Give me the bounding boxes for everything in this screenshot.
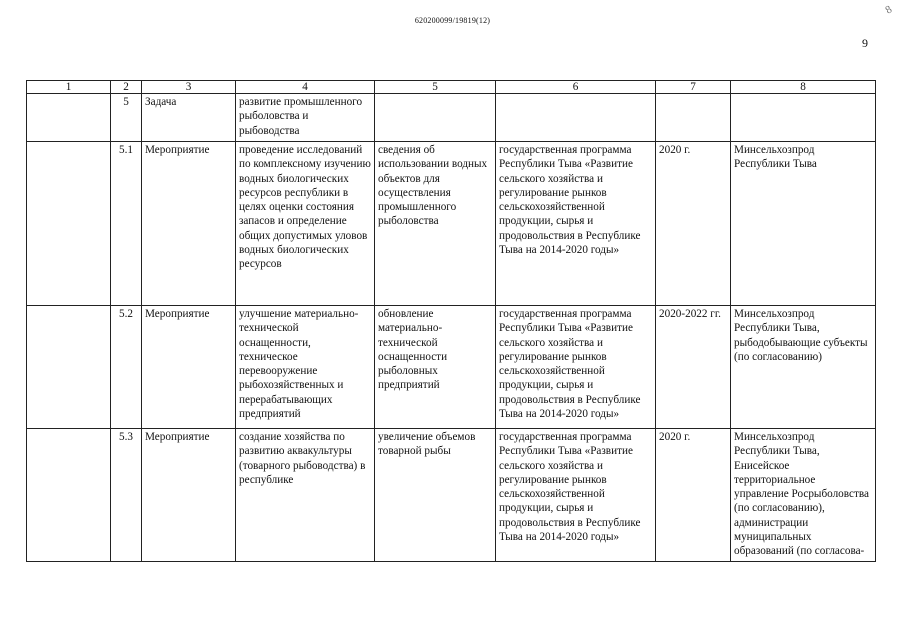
column-header: 4 (236, 81, 375, 94)
column-header: 3 (142, 81, 236, 94)
item-type: Мероприятие (142, 429, 236, 562)
table-row (27, 306, 876, 429)
expected-result (375, 94, 496, 142)
table-cell (27, 142, 111, 306)
expected-result: сведения об использовании водных объектов для осуществления промышленного рыболовства (375, 142, 496, 306)
responsible (731, 94, 876, 142)
deadline: 2020-2022 гг. (656, 306, 731, 429)
item-description: создание хозяйства по развитию аквакультуры (товарного рыбоводства) в республике (236, 429, 375, 562)
table-row (27, 429, 876, 562)
item-type: Мероприятие (142, 142, 236, 306)
item-description: улучшение материально-технической оснащенности, техническое перевооружение рыбохозяйственных и перерабатывающих предприятий (236, 306, 375, 429)
column-number-row (27, 81, 876, 94)
item-number: 5 (111, 94, 142, 142)
expected-result: увеличение объемов товарной рыбы (375, 429, 496, 562)
deadline: 2020 г. (656, 142, 731, 306)
responsible: Минсельхозпрод Республики Тыва, рыбодобывающие субъекты (по согласованию) (731, 306, 876, 429)
column-header: 6 (496, 81, 656, 94)
item-number: 5.2 (111, 306, 142, 429)
page-number: 9 (862, 36, 868, 50)
column-header: 2 (111, 81, 142, 94)
item-number: 5.3 (111, 429, 142, 562)
table-cell (27, 306, 111, 429)
expected-result: обновление материально-технической оснащенности рыболовных предприятий (375, 306, 496, 429)
column-header: 8 (731, 81, 876, 94)
item-type: Мероприятие (142, 306, 236, 429)
funding-program: государственная программа Республики Тыва «Развитие сельского хозяйства и регулирование рынков сельскохозяйственной продукции, сырья и продовольствия в Республике Тыва на 2014-2020 годы» (496, 142, 656, 306)
table-cell (27, 94, 111, 142)
item-description: проведение исследований по комплексному изучению водных биологических ресурсов республики в целях оценки состояния запасов и определение общих допустимых уловов водных биологических ресурсов (236, 142, 375, 306)
program-table (26, 80, 876, 562)
responsible: Минсельхозпрод Республики Тыва (731, 142, 876, 306)
item-description: развитие промышленного рыболовства и рыбоводства (236, 94, 375, 142)
column-header: 5 (375, 81, 496, 94)
table-row (27, 142, 876, 306)
corner-mark: 8 (883, 3, 895, 17)
funding-program (496, 94, 656, 142)
funding-program: государственная программа Республики Тыва «Развитие сельского хозяйства и регулирование рынков сельскохозяйственной продукции, сырья и продовольствия в Республике Тыва на 2014-2020 годы» (496, 306, 656, 429)
deadline (656, 94, 731, 142)
document-id: 620200099/19819(12) (414, 16, 491, 25)
funding-program: государственная программа Республики Тыва «Развитие сельского хозяйства и регулирование рынков сельскохозяйственной продукции, сырья и продовольствия в Республике Тыва на 2014-2020 годы» (496, 429, 656, 562)
item-type: Задача (142, 94, 236, 142)
deadline: 2020 г. (656, 429, 731, 562)
column-header: 1 (27, 81, 111, 94)
table-cell (27, 429, 111, 562)
item-number: 5.1 (111, 142, 142, 306)
table-row (27, 94, 876, 142)
responsible: Минсельхозпрод Республики Тыва, Енисейское территориальное управление Росрыболовства (по согласованию), администрации муниципальных образований (по согласова- (731, 429, 876, 562)
column-header: 7 (656, 81, 731, 94)
